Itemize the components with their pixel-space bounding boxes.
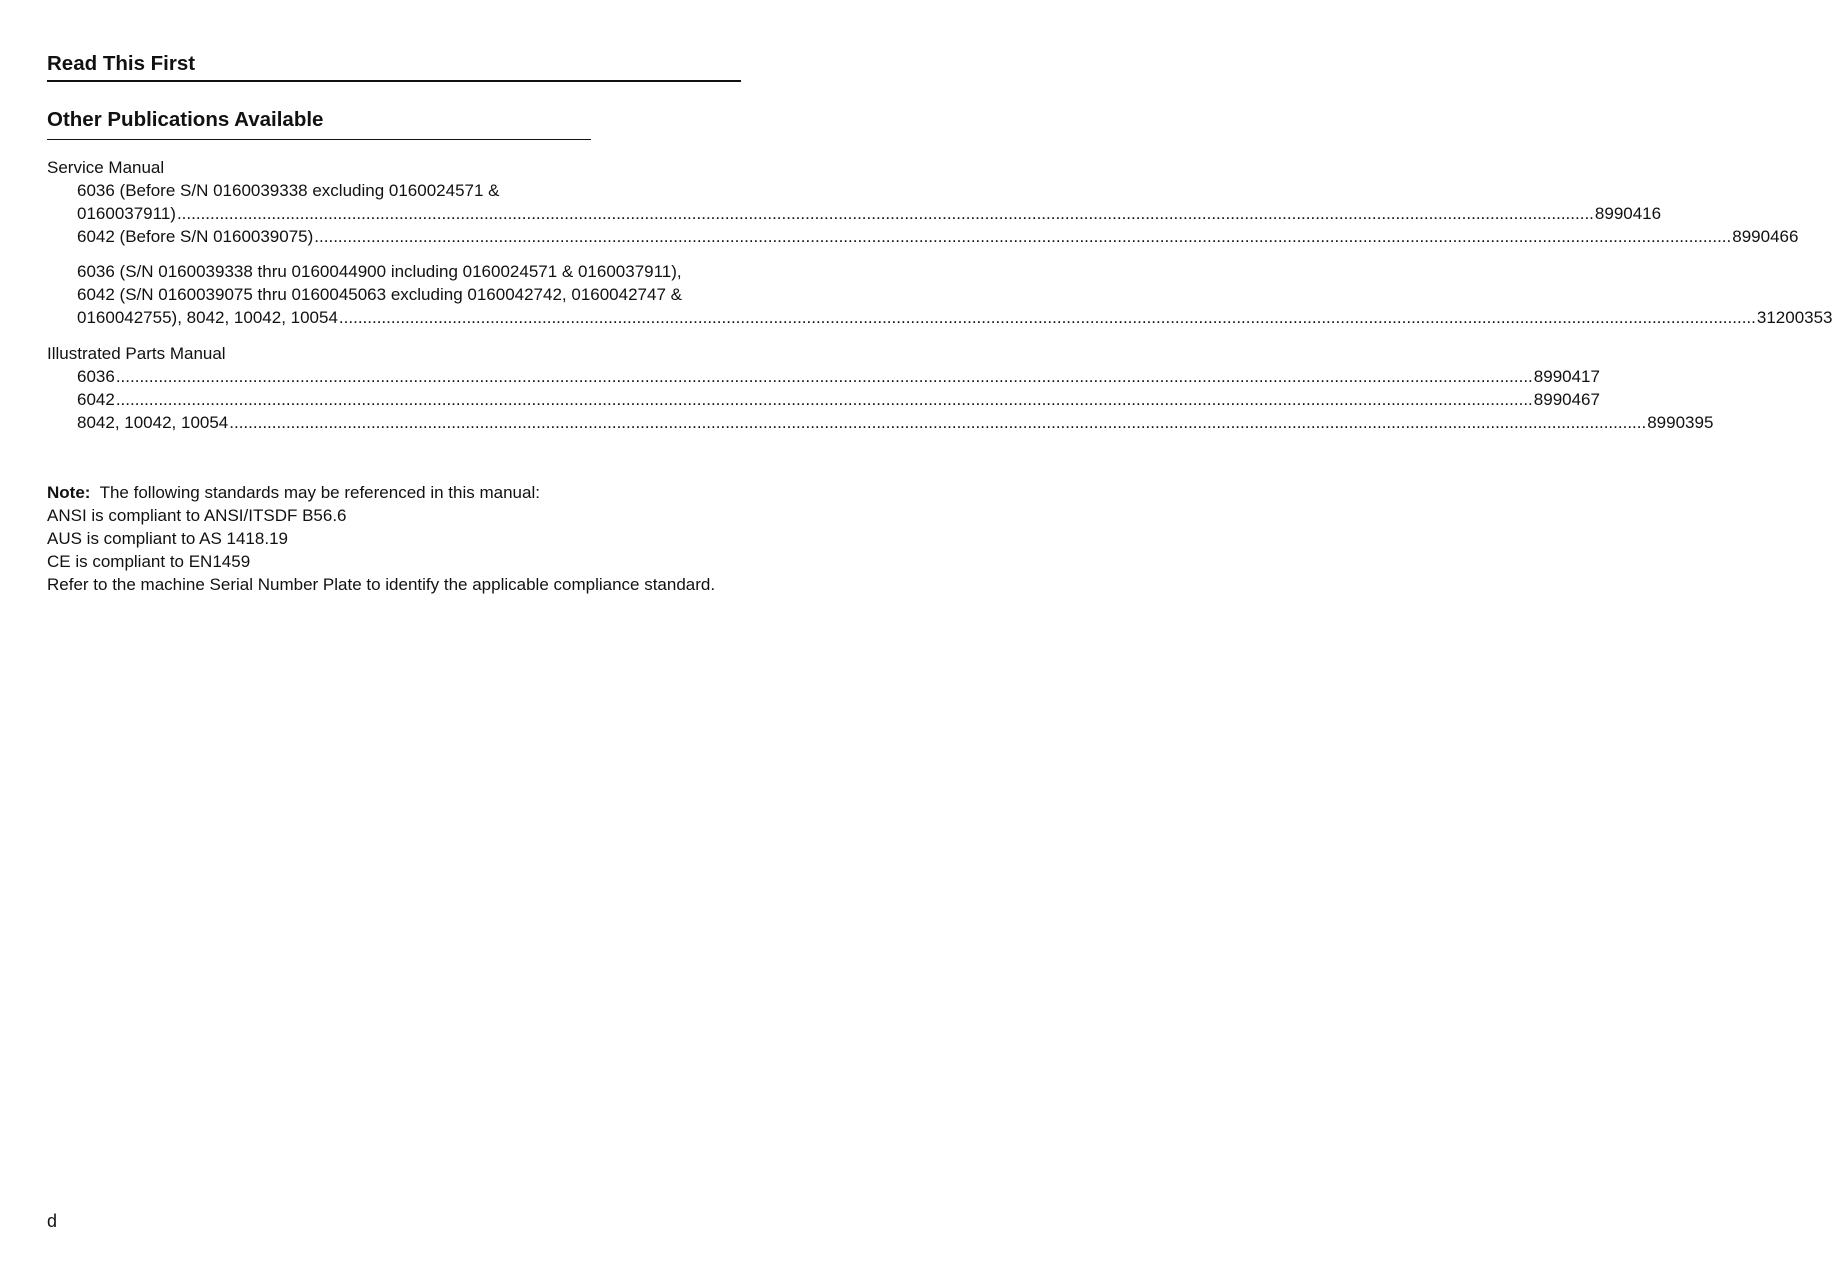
- entry-text: 6042 (Before S/N 0160039075): [77, 227, 314, 246]
- entry-text: 6036 (Before S/N 0160039338 excluding 0160024571 &: [77, 181, 500, 200]
- publications-list: [47, 156, 1833, 434]
- parts-manual-item: [77, 388, 1600, 411]
- section-title: Other Publications Available: [47, 108, 324, 131]
- entry-text: 0160042755), 8042, 10042, 10054: [77, 308, 338, 327]
- section-title-rule: [47, 139, 591, 140]
- note-standard-aus: AUS is compliant to AS 1418.19: [47, 529, 288, 548]
- parts-manual-item: [77, 411, 1714, 434]
- dot-leader: ............................................................................................................................................................................................................................................................................................................: [229, 413, 1647, 432]
- entry-text: 6036: [77, 367, 115, 386]
- running-head: Read This First: [47, 52, 196, 75]
- running-head-rule: [47, 80, 741, 82]
- dot-leader: ............................................................................................................................................................................................................................................................................................................: [115, 390, 1533, 409]
- parts-manual-heading: Illustrated Parts Manual: [47, 344, 226, 363]
- page-folio: d: [47, 1211, 58, 1231]
- part-number: 8990395: [1647, 413, 1714, 432]
- part-number: 31200353: [1756, 308, 1833, 327]
- entry-text: 6042 (S/N 0160039075 thru 0160045063 excluding 0160042742, 0160042747 &: [77, 285, 682, 304]
- dot-leader: ............................................................................................................................................................................................................................................................................................................: [176, 204, 1594, 223]
- dot-leader: ............................................................................................................................................................................................................................................................................................................: [338, 308, 1756, 327]
- service-manual-entry-1: [47, 179, 1662, 225]
- part-number: 8990416: [1594, 204, 1662, 223]
- dot-leader: ............................................................................................................................................................................................................................................................................................................: [314, 227, 1732, 246]
- note-serial-plate: Refer to the machine Serial Number Plate to identify the applicable compliance standard.: [47, 575, 716, 594]
- note-standard-ce: CE is compliant to EN1459: [47, 552, 251, 571]
- part-number: 8990466: [1732, 227, 1799, 246]
- part-number: 8990417: [1533, 367, 1600, 386]
- entry-text: 6036 (S/N 0160039338 thru 0160044900 including 0160024571 & 0160037911),: [77, 262, 682, 281]
- service-manual-heading: Service Manual: [47, 158, 165, 177]
- entry-text: 8042, 10042, 10054: [77, 413, 229, 432]
- dot-leader: ............................................................................................................................................................................................................................................................................................................: [115, 367, 1533, 386]
- service-manual-entry-2: [47, 225, 1799, 248]
- entry-text: 6042: [77, 390, 115, 409]
- note-intro: The following standards may be referenced in this manual:: [99, 483, 540, 502]
- part-number: 8990467: [1533, 390, 1600, 409]
- manual-page: [47, 0, 1833, 1275]
- service-manual-entry-3: [47, 260, 1833, 329]
- note-standard-ansi: ANSI is compliant to ANSI/ITSDF B56.6: [47, 506, 347, 525]
- parts-manual-entries: [47, 365, 1714, 434]
- parts-manual-item: [77, 365, 1600, 388]
- note-label: Note:: [47, 483, 91, 502]
- standards-note: [47, 481, 741, 596]
- entry-text: 0160037911): [77, 204, 176, 223]
